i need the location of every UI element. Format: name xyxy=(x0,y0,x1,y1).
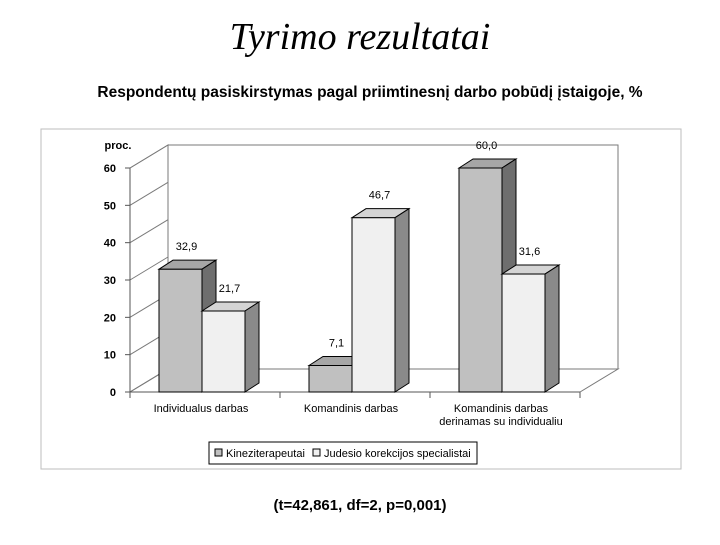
bar-side xyxy=(245,302,259,392)
legend-label: Judesio korekcijos specialistai xyxy=(324,448,471,460)
y-tick-label: 20 xyxy=(103,312,116,325)
y-tick-label: 50 xyxy=(103,200,116,213)
bar-side xyxy=(395,209,409,392)
x-tick-label: Komandinis darbas xyxy=(453,403,549,415)
legend-swatch xyxy=(313,449,320,456)
y-tick-label: 0 xyxy=(109,387,116,399)
legend-swatch xyxy=(215,449,222,456)
bar xyxy=(459,168,502,392)
page-title: Tyrimo rezultatai xyxy=(229,16,491,58)
data-label: 60,0 xyxy=(475,140,498,152)
bar xyxy=(309,365,352,392)
legend-label: Kineziterapeutai xyxy=(226,448,305,460)
bar-side xyxy=(545,265,559,392)
x-tick-label: Komandinis darbas xyxy=(303,403,399,415)
y-tick-label: 60 xyxy=(103,163,116,175)
x-tick-label: Individualus darbas xyxy=(153,403,249,415)
x-tick-label: derinamas su individualiu xyxy=(439,416,563,428)
chart-subtitle: Respondentų pasiskirstymas pagal priimtinesnį darbo pobūdį įstaigoje, % xyxy=(97,84,643,101)
data-label: 21,7 xyxy=(218,282,241,295)
data-label: 32,9 xyxy=(175,241,198,254)
y-axis-label: proc. xyxy=(104,140,132,152)
data-label: 7,1 xyxy=(328,337,345,350)
bar xyxy=(159,269,202,392)
bar xyxy=(352,218,395,392)
data-label: 31,6 xyxy=(518,246,541,259)
bar xyxy=(202,311,245,392)
y-tick-label: 10 xyxy=(103,349,116,362)
bar xyxy=(502,274,545,392)
data-label: 46,7 xyxy=(368,189,391,202)
y-tick-label: 30 xyxy=(103,275,116,287)
y-tick-label: 40 xyxy=(103,237,116,250)
statistics-note: (t=42,861, df=2, p=0,001) xyxy=(273,497,447,514)
